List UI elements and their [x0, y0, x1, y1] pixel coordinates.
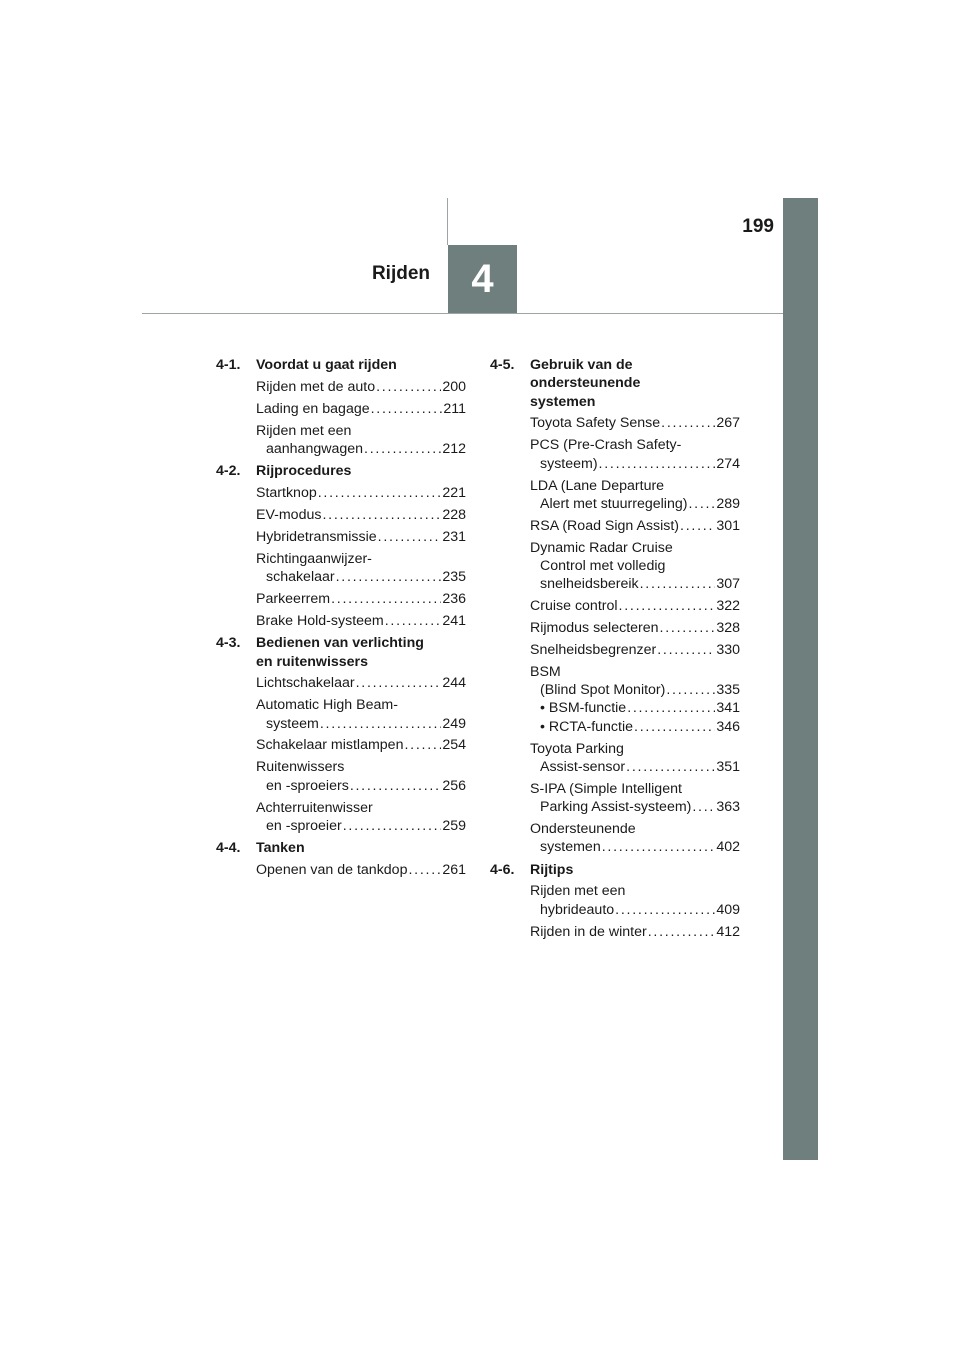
- toc-page-number: 274: [716, 455, 740, 472]
- toc-entry-text: systeem: [266, 715, 319, 732]
- toc-entry-line: [530, 882, 740, 900]
- toc-entry-text: Cruise control: [530, 598, 618, 615]
- toc-page-number: 289: [716, 495, 740, 512]
- toc-entry-line: [256, 777, 466, 795]
- toc-page-number: 341: [716, 700, 740, 717]
- dot-leader: [661, 414, 715, 432]
- toc-entry-line: [530, 539, 740, 557]
- toc-entry-text: Rijden met de auto: [256, 378, 376, 395]
- toc-column-right: [490, 356, 740, 945]
- toc-page-number: 231: [442, 528, 466, 545]
- toc-page-number: 402: [716, 839, 740, 856]
- toc-subentry-text: • RCTA-functie: [540, 718, 634, 735]
- toc-entry-line: [256, 612, 466, 630]
- toc-entry-text: en -sproeier: [266, 817, 342, 834]
- toc-entry-text: Richtingaanwijzer-: [256, 550, 372, 567]
- toc-entry-text: Dynamic Radar Cruise: [530, 539, 673, 556]
- toc-entry-text: Alert met stuurregeling): [540, 495, 688, 512]
- toc-section: [216, 356, 466, 458]
- toc-entry[interactable]: [256, 484, 466, 502]
- dot-leader: [692, 798, 715, 816]
- toc-entry-text: Schakelaar mistlampen: [256, 737, 404, 754]
- section-number: 4-5.: [490, 357, 515, 373]
- toc-page-number: 261: [442, 862, 466, 879]
- toc-entry[interactable]: [256, 422, 466, 459]
- toc-section: [216, 462, 466, 630]
- toc-entry[interactable]: [530, 820, 740, 857]
- toc-entry[interactable]: [530, 517, 740, 535]
- toc-entry-text: Snelheidsbegrenzer: [530, 641, 657, 658]
- toc-entry-text: S-IPA (Simple Intelligent: [530, 780, 682, 797]
- toc-entry-line: [256, 422, 466, 440]
- section-title-line: ondersteunende: [530, 375, 641, 392]
- dot-leader: [657, 641, 715, 659]
- toc-entry-line: [530, 575, 740, 593]
- toc-entry-text: Automatic High Beam-: [256, 697, 398, 714]
- toc-entry-text: (Blind Spot Monitor): [540, 682, 666, 699]
- chapter-title: Rijden: [371, 263, 430, 284]
- toc-entry-line: [256, 400, 466, 418]
- toc-page-number: 228: [442, 507, 466, 524]
- dot-leader: [640, 575, 716, 593]
- toc-entry[interactable]: [530, 477, 740, 514]
- section-title: [256, 839, 466, 857]
- dot-leader: [318, 484, 442, 502]
- toc-subentry-line[interactable]: [530, 718, 740, 736]
- header-vertical-rule: [447, 198, 448, 245]
- toc-entry[interactable]: [530, 923, 740, 941]
- dot-leader: [331, 590, 441, 608]
- toc-entry-text: Lichtschakelaar: [256, 675, 355, 692]
- toc-page-number: 412: [716, 923, 740, 940]
- section-number: 4-1.: [216, 357, 241, 373]
- toc-entry[interactable]: [256, 674, 466, 692]
- toc-entry-line: [530, 820, 740, 838]
- toc-entry-line: [256, 440, 466, 458]
- toc-entry-line: [530, 780, 740, 798]
- dot-leader: [602, 838, 716, 856]
- toc-entry[interactable]: [530, 619, 740, 637]
- side-chapter-tab: [783, 198, 818, 1160]
- dot-leader: [660, 619, 716, 637]
- toc-entry-text: Brake Hold-systeem: [256, 612, 384, 629]
- section-number: 4-6.: [490, 861, 515, 878]
- dot-leader: [615, 901, 715, 919]
- toc-entry-line: [530, 798, 740, 816]
- toc-entry-text: Ondersteunende: [530, 820, 636, 837]
- toc-entry-line: [256, 715, 466, 733]
- section-number: 4-3.: [216, 635, 241, 652]
- toc-entry-text: Hybridetransmissie: [256, 528, 377, 545]
- toc-entry-text: aanhangwagen: [266, 440, 364, 457]
- toc-page-number: 235: [442, 569, 466, 586]
- section-heading: [216, 356, 466, 374]
- section-title-line: Tanken: [256, 840, 305, 857]
- dot-leader: [627, 699, 715, 717]
- toc-entry-line: [530, 838, 740, 856]
- toc-page-number: 351: [716, 758, 740, 775]
- toc-entry-text: systemen: [540, 839, 601, 856]
- toc-entry[interactable]: [256, 736, 466, 754]
- toc-entry[interactable]: [530, 780, 740, 817]
- toc-subentry-line[interactable]: [530, 699, 740, 717]
- toc-entry[interactable]: [256, 590, 466, 608]
- toc-entry-line: [256, 590, 466, 608]
- toc-entry-line: [256, 506, 466, 524]
- toc-entry-text: Startknop: [256, 485, 317, 502]
- toc-subentry-text: • BSM-functie: [540, 700, 627, 717]
- dot-leader: [688, 495, 715, 513]
- dot-leader: [350, 777, 442, 795]
- toc-entry[interactable]: [530, 436, 740, 473]
- toc-page-number: 221: [442, 485, 466, 502]
- toc-entry[interactable]: [256, 861, 466, 879]
- dot-leader: [378, 528, 442, 546]
- toc-entry-text: en -sproeiers: [266, 777, 349, 794]
- toc-entry-line: [530, 477, 740, 495]
- toc-entry-text: Lading en bagage: [256, 400, 370, 417]
- toc-entry-text: Rijden met een: [530, 883, 626, 900]
- toc-entry-text: Assist-sensor: [540, 758, 626, 775]
- toc-entry-line: [530, 414, 740, 432]
- dot-leader: [343, 817, 442, 835]
- section-title-line: systemen: [530, 393, 596, 410]
- toc-page-number: 322: [716, 598, 740, 615]
- section-number: 4-2.: [216, 463, 241, 480]
- dot-leader: [320, 715, 442, 733]
- toc-page-number: 244: [442, 675, 466, 692]
- toc-entry[interactable]: [530, 539, 740, 594]
- dot-leader: [666, 681, 715, 699]
- toc-entry-line: [530, 619, 740, 637]
- section-title: [256, 634, 466, 671]
- toc-entry[interactable]: [256, 400, 466, 418]
- toc-page-number: 346: [716, 718, 740, 735]
- toc-entry-text: RSA (Road Sign Assist): [530, 517, 680, 534]
- toc-entry[interactable]: [530, 414, 740, 432]
- toc-section: [216, 839, 466, 879]
- toc-page-number: 249: [442, 715, 466, 732]
- dot-leader: [408, 861, 441, 879]
- toc-page-number: 301: [716, 517, 740, 534]
- toc-entry-line: [530, 901, 740, 919]
- toc-entry[interactable]: [256, 799, 466, 836]
- toc-entry-text: LDA (Lane Departure: [530, 477, 665, 494]
- toc-entry[interactable]: [530, 641, 740, 659]
- toc-page-number: 211: [443, 400, 466, 417]
- dot-leader: [648, 923, 716, 941]
- toc-entry-text: BSM: [530, 663, 561, 680]
- toc-entry-text: Rijmodus selecteren: [530, 620, 659, 637]
- dot-leader: [322, 506, 441, 524]
- toc-page-number: 267: [716, 415, 740, 432]
- toc-entry-line: [530, 641, 740, 659]
- dot-leader: [680, 517, 715, 535]
- toc-entry[interactable]: [256, 758, 466, 795]
- toc-page-number: 241: [442, 612, 466, 629]
- dot-leader: [364, 440, 441, 458]
- toc-entry-text: hybrideauto: [540, 901, 615, 918]
- dot-leader: [336, 568, 442, 586]
- toc-entry-text: schakelaar: [266, 569, 335, 586]
- toc-entry-text: Parkeerrem: [256, 591, 331, 608]
- toc-entry[interactable]: [530, 597, 740, 615]
- toc-entry-line: [530, 923, 740, 941]
- toc-page-number: 330: [716, 641, 740, 658]
- toc-entry-text: Ruitenwissers: [256, 759, 345, 776]
- dot-leader: [619, 597, 716, 615]
- toc-entry-line: [530, 455, 740, 473]
- chapter-number: 4: [471, 256, 494, 301]
- section-heading: [216, 839, 466, 857]
- dot-leader: [371, 400, 443, 418]
- toc-entry[interactable]: [530, 663, 740, 736]
- toc-page-number: 328: [716, 620, 740, 637]
- toc-entry-line: [256, 550, 466, 568]
- dot-leader: [385, 612, 442, 630]
- toc-entry-text: Toyota Parking: [530, 740, 624, 757]
- dot-leader: [599, 455, 716, 473]
- toc-page-number: 212: [442, 440, 466, 457]
- toc-entry[interactable]: [256, 528, 466, 546]
- toc-section: [216, 634, 466, 835]
- section-title-line: Bedienen van verlichting: [256, 635, 424, 652]
- toc-entry-text: Rijden in de winter: [530, 923, 647, 940]
- toc-entry-line: [530, 681, 740, 699]
- toc-entry-line: [256, 799, 466, 817]
- toc-entry-text: systeem): [540, 455, 598, 472]
- toc-entry-line: [530, 495, 740, 513]
- toc-page-number: 409: [716, 901, 740, 918]
- toc-column-left: [216, 356, 466, 883]
- toc-entry-text: snelheidsbereik: [540, 576, 639, 593]
- toc-entry-line: [256, 861, 466, 879]
- toc-entry-line: [530, 597, 740, 615]
- toc-section: [490, 861, 740, 941]
- toc-entry-line: [256, 736, 466, 754]
- toc-entry-line: [256, 817, 466, 835]
- toc-entry-text: Achterruitenwisser: [256, 799, 373, 816]
- section-title: [256, 356, 466, 374]
- toc-section: [490, 356, 740, 857]
- section-title-line: Gebruik van de: [530, 357, 633, 373]
- section-title: [530, 356, 740, 411]
- toc-entry-line: [530, 436, 740, 454]
- section-heading: [216, 634, 466, 671]
- toc-entry-line: [530, 663, 740, 681]
- section-number: 4-4.: [216, 840, 241, 857]
- toc-entry-line: [256, 568, 466, 586]
- toc-entry-line: [530, 758, 740, 776]
- toc-entry-line: [256, 758, 466, 776]
- section-title: [256, 462, 466, 480]
- section-title: [530, 861, 740, 879]
- dot-leader: [376, 378, 441, 396]
- toc-entry-text: Openen van de tankdop: [256, 862, 408, 879]
- section-heading: [490, 356, 740, 411]
- toc-entry-line: [256, 696, 466, 714]
- chapter-number-box: [448, 245, 517, 313]
- section-title-line: Voordat u gaat rijden: [256, 357, 397, 373]
- toc-entry[interactable]: [530, 882, 740, 919]
- toc-page-number: 256: [442, 777, 466, 794]
- toc-entry[interactable]: [530, 740, 740, 777]
- toc-entry-line: [256, 378, 466, 396]
- toc-entry-text: Toyota Safety Sense: [530, 415, 661, 432]
- toc-entry-line: [256, 674, 466, 692]
- dot-leader: [404, 736, 441, 754]
- toc-entry-line: [530, 557, 740, 575]
- section-heading: [490, 861, 740, 879]
- toc-entry-text: EV-modus: [256, 507, 322, 524]
- toc-entry-line: [530, 740, 740, 758]
- toc-entry[interactable]: [256, 550, 466, 587]
- toc-entry[interactable]: [256, 696, 466, 733]
- toc-entry-line: [530, 517, 740, 535]
- section-heading: [216, 462, 466, 480]
- toc-entry[interactable]: [256, 506, 466, 524]
- dot-leader: [634, 718, 715, 736]
- toc-entry-text: Control met volledig: [540, 557, 666, 574]
- toc-page-number: 363: [716, 799, 740, 816]
- toc-entry[interactable]: [256, 612, 466, 630]
- toc-entry-line: [256, 484, 466, 502]
- toc-entry-text: PCS (Pre-Crash Safety-: [530, 437, 682, 454]
- section-title-line: en ruitenwissers: [256, 653, 368, 670]
- section-title-line: Rijprocedures: [256, 463, 352, 480]
- header-horizontal-rule: [142, 313, 783, 314]
- page-number: 199: [742, 216, 774, 237]
- toc-page-number: 236: [442, 591, 466, 608]
- toc-entry-text: Rijden met een: [256, 422, 352, 439]
- toc-entry[interactable]: [256, 378, 466, 396]
- toc-page-number: 259: [442, 817, 466, 834]
- toc-page-number: 335: [716, 682, 740, 699]
- toc-page-number: 200: [442, 378, 466, 395]
- toc-entry-line: [256, 528, 466, 546]
- toc-page-number: 254: [442, 737, 466, 754]
- section-title-line: Rijtips: [530, 861, 574, 878]
- toc-page-number: 307: [716, 576, 740, 593]
- dot-leader: [356, 674, 442, 692]
- dot-leader: [626, 758, 715, 776]
- toc-entry-text: Parking Assist-systeem): [540, 799, 692, 816]
